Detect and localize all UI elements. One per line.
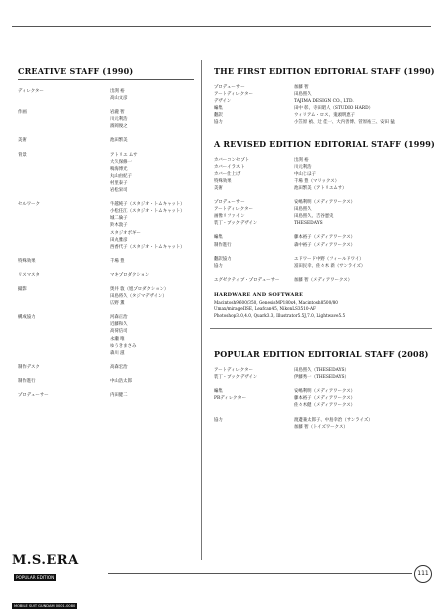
staff-role: 制作進行 bbox=[18, 378, 36, 384]
staff-names bbox=[294, 199, 432, 206]
staff-names bbox=[294, 98, 432, 105]
revised-edition-title: A REVISED EDITION EDITORIAL STAFF (1999) bbox=[214, 138, 436, 149]
staff-row bbox=[214, 105, 432, 112]
staff-name: 富田民幸、佐々木 新（サンライズ） bbox=[294, 263, 366, 269]
staff-row bbox=[18, 272, 194, 279]
staff-row bbox=[214, 178, 432, 185]
staff-row bbox=[214, 199, 432, 206]
staff-name: 高山文彦 bbox=[110, 96, 128, 102]
staff-name: 田島照久（THESEDAYS） bbox=[294, 368, 349, 374]
staff-name: 内田健二 bbox=[110, 393, 128, 398]
staff-name: 千場 豊（マリックス） bbox=[294, 178, 340, 184]
staff-role: 翻訳協力 bbox=[214, 256, 232, 262]
logo-subtitle: MOBILE SUIT GUNDAM 0001-0080 bbox=[14, 604, 76, 608]
staff-names bbox=[294, 234, 432, 241]
staff-name: 鳴海博光 bbox=[110, 166, 128, 172]
staff-role: 編集 bbox=[214, 235, 223, 241]
msera-logo bbox=[12, 553, 112, 608]
staff-row bbox=[214, 213, 432, 220]
staff-names bbox=[294, 277, 432, 284]
first-edition-title: THE FIRST EDITION EDITORIAL STAFF (1990) bbox=[214, 66, 435, 76]
staff-row bbox=[214, 185, 432, 192]
creative-staff-title: CREATIVE STAFF (1990) bbox=[18, 66, 194, 80]
staff-row bbox=[214, 91, 432, 98]
first-edition-list bbox=[214, 84, 432, 127]
staff-names bbox=[110, 258, 194, 265]
staff-row bbox=[214, 112, 432, 119]
staff-names bbox=[110, 364, 194, 371]
logo-main-text: M.S.ERA bbox=[12, 553, 79, 568]
staff-row bbox=[18, 109, 194, 130]
staff-name: マキプロダクション bbox=[110, 272, 150, 278]
staff-name: 岩松栄司 bbox=[110, 188, 128, 194]
staff-role: プロデューサー bbox=[214, 200, 245, 206]
staff-name: 丸山由紀子 bbox=[110, 173, 132, 179]
staff-names bbox=[294, 395, 432, 409]
top-rule bbox=[12, 26, 431, 27]
creative-staff-list bbox=[18, 88, 194, 399]
staff-row bbox=[214, 388, 432, 395]
staff-role: 背景 bbox=[18, 152, 27, 158]
staff-name: 森川 滋 bbox=[110, 350, 125, 356]
staff-names bbox=[294, 84, 432, 91]
footer-rule bbox=[108, 573, 412, 574]
staff-name: 鈴木敦子 bbox=[110, 223, 128, 229]
staff-row bbox=[18, 152, 194, 195]
staff-names bbox=[110, 378, 194, 385]
staff-role: 協力 bbox=[214, 120, 223, 126]
staff-names bbox=[294, 185, 432, 192]
revised-edition-list bbox=[214, 157, 432, 284]
staff-row bbox=[18, 314, 194, 357]
staff-role: ディレクター bbox=[18, 89, 44, 94]
column-divider bbox=[201, 60, 202, 560]
staff-row bbox=[214, 84, 432, 91]
staff-names bbox=[294, 105, 432, 112]
staff-name: 田丸雅彦 bbox=[110, 237, 128, 243]
staff-name: 大久保修一 bbox=[110, 159, 132, 165]
staff-name: 加藤 智（メディアワークス） bbox=[294, 277, 353, 283]
staff-name: ウィリアム・ロス、鬼頭明恵子 bbox=[294, 113, 356, 119]
staff-names bbox=[294, 164, 432, 171]
staff-role: カバーイラスト bbox=[214, 164, 245, 170]
logo-badge: POPULAR EDITION bbox=[16, 575, 55, 580]
staff-names bbox=[110, 272, 194, 279]
staff-names bbox=[294, 171, 432, 178]
staff-name: 奥井 敦（旭プロダクション） bbox=[110, 286, 169, 292]
staff-name: 藤本裕子（メディアワークス） bbox=[294, 235, 356, 241]
staff-role: セルワーク bbox=[18, 202, 40, 208]
staff-name: 永瀬 唯 bbox=[110, 336, 125, 342]
staff-role: 編集 bbox=[214, 389, 223, 395]
staff-name: 中山じほ子 bbox=[294, 171, 316, 177]
staff-name: 城二倫子 bbox=[110, 216, 128, 222]
staff-row bbox=[214, 220, 432, 227]
staff-name: 村里泰子 bbox=[110, 180, 128, 186]
staff-name: 西香代子（スタジオ・トムキャット） bbox=[110, 244, 185, 250]
editorial-staff-column bbox=[214, 66, 436, 431]
staff-name: 森中裕子（メディアワークス） bbox=[294, 242, 356, 248]
staff-role: 装丁・ブックデザイン bbox=[214, 221, 258, 227]
staff-names bbox=[110, 88, 194, 102]
staff-names bbox=[110, 152, 194, 195]
staff-names bbox=[294, 178, 432, 185]
popular-edition-title: POPULAR EDITION EDITORIAL STAFF (2008) bbox=[214, 349, 429, 360]
staff-name: 伊藤秀一（THESEDAYS） bbox=[294, 375, 349, 381]
staff-role: アートディレクター bbox=[214, 207, 253, 213]
staff-name: 高森宏治 bbox=[110, 364, 128, 370]
hardware-line: Umax/mirageIISE, Leafcan45, NikonLS3510-AF bbox=[214, 306, 316, 312]
staff-name: 田島照久 bbox=[294, 92, 312, 98]
staff-role: エグゼクティブ・プロデューサー bbox=[214, 277, 280, 283]
staff-row bbox=[18, 286, 194, 307]
staff-names bbox=[294, 263, 432, 270]
staff-role: プロデューサー bbox=[214, 85, 245, 90]
staff-name: 池田繁美（アトリエムサ） bbox=[294, 185, 347, 191]
hardware-line: Macintosh9600/350, GenesisMP180x4, Macintosh8500/80 bbox=[214, 299, 338, 305]
staff-row bbox=[18, 137, 194, 144]
staff-role: 構成協力 bbox=[18, 315, 36, 321]
staff-name: 出渕 裕 bbox=[294, 157, 309, 163]
staff-names bbox=[294, 374, 432, 381]
staff-name: 牛越純子（スタジオ・トムキャット） bbox=[110, 202, 185, 208]
staff-role: 翻訳 bbox=[214, 113, 223, 119]
staff-names bbox=[110, 137, 194, 144]
staff-names bbox=[294, 256, 432, 263]
popular-edition-list bbox=[214, 367, 432, 431]
staff-name: 中山浩太郎 bbox=[110, 378, 132, 384]
staff-role: 特殊効果 bbox=[18, 258, 36, 264]
staff-row bbox=[214, 242, 432, 249]
staff-names bbox=[294, 367, 432, 374]
page-number: 111 bbox=[414, 565, 432, 583]
staff-name: スタジオボギー bbox=[110, 230, 141, 236]
staff-row bbox=[18, 378, 194, 385]
staff-names bbox=[294, 157, 432, 164]
staff-name: 濱岡俊之 bbox=[110, 124, 128, 130]
staff-name: 小松任江（スタジオ・トムキャット） bbox=[110, 209, 185, 215]
staff-role: 美術 bbox=[214, 185, 223, 191]
staff-name: 安嶋利明（メディアワークス） bbox=[294, 200, 356, 206]
staff-row bbox=[214, 277, 432, 284]
creative-staff-column bbox=[18, 66, 194, 399]
staff-name: ゆうきまさみ bbox=[110, 343, 137, 349]
staff-role: カバー仕上げ bbox=[214, 171, 241, 177]
staff-role: プロデューサー bbox=[18, 393, 49, 398]
staff-name: 小笠原 禎、辻 佳一、大内善博、菅原祐三、安田 猛 bbox=[294, 120, 395, 126]
staff-name: 田島将久（タジマデザイン） bbox=[110, 294, 167, 300]
staff-role: アートディレクター bbox=[214, 368, 253, 374]
staff-role: 制作進行 bbox=[214, 242, 232, 248]
staff-row bbox=[214, 206, 432, 213]
hardware-line: Photoshop3.0,4.0, Quark3.3, Illustrator5.5J,7.0, Lightwave5.5 bbox=[214, 312, 346, 318]
staff-name: 広野 薫 bbox=[110, 301, 125, 307]
staff-name: 千場 豊 bbox=[110, 258, 125, 264]
staff-role: PRディレクター bbox=[214, 396, 247, 402]
staff-row bbox=[214, 263, 432, 270]
staff-role: 協力 bbox=[214, 417, 223, 423]
staff-row bbox=[214, 256, 432, 263]
staff-name: 渡邊兼太郎子、中島幸治（サンライズ） bbox=[294, 417, 373, 423]
hardware-title: HARDWARE AND SOFTWARE bbox=[214, 291, 304, 298]
staff-role: 編集 bbox=[214, 106, 223, 112]
staff-role: 特殊効果 bbox=[214, 178, 232, 184]
staff-names bbox=[294, 388, 432, 395]
staff-names bbox=[110, 109, 194, 130]
staff-row bbox=[18, 258, 194, 265]
staff-name: 池田繁美 bbox=[110, 138, 128, 144]
staff-role: 撮影 bbox=[18, 286, 27, 292]
staff-names bbox=[294, 112, 432, 119]
staff-name: TAJIMA DESIGN CO., LTD. bbox=[294, 99, 354, 105]
staff-row bbox=[214, 395, 432, 409]
staff-name: 出渕 裕 bbox=[110, 89, 125, 94]
staff-name: 河森正治 bbox=[110, 315, 128, 321]
staff-name: 藤本裕子（メディアワークス） bbox=[294, 396, 356, 402]
staff-name: 安嶋利明（メディアワークス） bbox=[294, 389, 356, 395]
staff-row bbox=[214, 98, 432, 105]
staff-name: 川元利浩 bbox=[110, 117, 128, 123]
staff-row bbox=[18, 201, 194, 251]
staff-role: 協力 bbox=[214, 263, 223, 269]
staff-names bbox=[110, 201, 194, 251]
staff-row bbox=[214, 417, 432, 431]
staff-role: アートディレクター bbox=[214, 92, 253, 98]
staff-name: 高荷信司 bbox=[110, 329, 128, 335]
staff-row bbox=[18, 88, 194, 102]
staff-role: 作画 bbox=[18, 110, 27, 116]
staff-role: リスマスタ bbox=[18, 272, 40, 278]
staff-role: カバーコンセプト bbox=[214, 157, 250, 163]
staff-names bbox=[294, 242, 432, 249]
staff-name: 田島照久、吉谷憲史 bbox=[294, 214, 334, 220]
staff-name: アトリエ ムサ bbox=[110, 152, 138, 158]
staff-row bbox=[214, 234, 432, 241]
staff-name: 田島照久 bbox=[294, 207, 312, 213]
staff-name: 加藤 智 bbox=[294, 85, 309, 90]
staff-name: 加藤 智（トイズワークス） bbox=[294, 424, 348, 430]
staff-names bbox=[294, 220, 432, 227]
staff-names bbox=[294, 213, 432, 220]
staff-role: 制作デスク bbox=[18, 364, 40, 370]
staff-row bbox=[214, 374, 432, 381]
staff-name: 川元利浩 bbox=[294, 164, 312, 170]
staff-name: 田中 彰、寺田昭人（STUDIO HARD） bbox=[294, 106, 374, 112]
staff-name: THESEDAYS bbox=[294, 221, 323, 227]
staff-role: 美術 bbox=[18, 138, 27, 144]
staff-name: 佐々木健（メディアワークス） bbox=[294, 403, 356, 409]
staff-names bbox=[294, 91, 432, 98]
section-rule bbox=[210, 328, 432, 329]
staff-row bbox=[214, 157, 432, 164]
staff-role: 画像リファイン bbox=[214, 214, 245, 220]
staff-names bbox=[294, 206, 432, 213]
staff-name: 岩瀧 智 bbox=[110, 110, 125, 116]
staff-name: 近藤和久 bbox=[110, 322, 128, 328]
staff-names bbox=[294, 119, 432, 126]
staff-role: デザイン bbox=[214, 99, 232, 105]
staff-role: 装丁・ブックデザイン bbox=[214, 375, 258, 381]
staff-names bbox=[294, 417, 432, 431]
staff-name: エドワード中野（フィールドワイ） bbox=[294, 256, 364, 262]
staff-row bbox=[214, 119, 432, 126]
staff-names bbox=[110, 392, 194, 399]
staff-row bbox=[214, 367, 432, 374]
staff-row bbox=[214, 164, 432, 171]
staff-row bbox=[18, 364, 194, 371]
staff-names bbox=[110, 314, 194, 357]
staff-row bbox=[214, 171, 432, 178]
staff-names bbox=[110, 286, 194, 307]
staff-row bbox=[18, 392, 194, 399]
